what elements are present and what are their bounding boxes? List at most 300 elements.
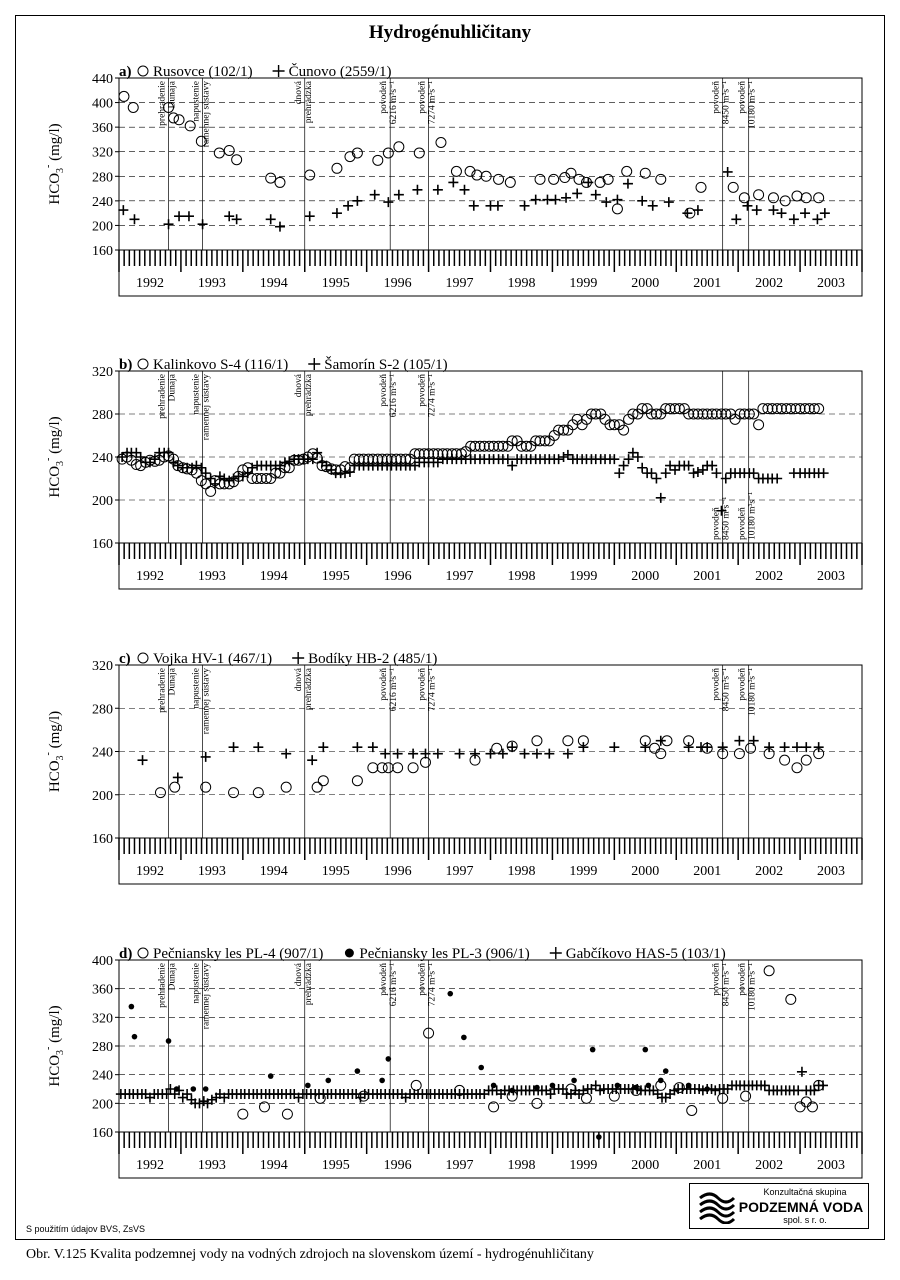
event-label: povodeň — [379, 374, 390, 407]
x-tick-label: 2001 — [693, 569, 722, 584]
data-point — [486, 749, 496, 759]
data-point — [253, 788, 263, 798]
data-point — [266, 173, 276, 183]
data-point — [563, 736, 573, 746]
y-axis-label: $HCO_3^-$ (mg/l) — [43, 123, 66, 205]
data-point — [469, 201, 479, 211]
y-tick-label: 200 — [92, 1097, 113, 1113]
data-point — [174, 211, 184, 221]
data-point — [711, 468, 721, 478]
chart-panel-3 — [43, 651, 862, 884]
data-point — [448, 177, 458, 187]
data-point — [164, 448, 174, 458]
x-tick-label: 1995 — [321, 569, 350, 584]
x-tick-label: 1998 — [507, 864, 536, 879]
event-label: Dunaja — [167, 81, 178, 109]
event-label: 10180 m³s⁻¹ — [747, 963, 758, 1011]
data-point — [368, 742, 378, 752]
event-label: 10180 m³s⁻¹ — [747, 81, 758, 129]
data-point — [275, 222, 285, 232]
data-point — [129, 1004, 135, 1010]
legend-marker — [308, 358, 320, 370]
event-label: 6216 m³s⁻¹ — [389, 963, 400, 1007]
data-point — [721, 474, 731, 484]
x-tick-label: 1998 — [507, 1158, 536, 1173]
event-label: napustenie — [191, 668, 202, 709]
data-point — [693, 467, 703, 477]
figure-title: Hydrogénuhličitany — [368, 22, 532, 43]
legend-label: Pečniansky les PL-3 (906/1) — [359, 946, 530, 962]
data-point — [447, 991, 453, 997]
data-point — [591, 190, 601, 200]
event-label: povodeň — [711, 668, 722, 701]
event-label: 8450 m³s⁻¹ — [721, 496, 732, 540]
event-label: 7274 m³s⁻¹ — [427, 81, 438, 125]
event-label: dnová — [293, 81, 304, 105]
data-point — [786, 994, 796, 1004]
data-point — [814, 404, 824, 414]
data-point — [532, 736, 542, 746]
event-label: napustenie — [191, 963, 202, 1004]
data-point — [814, 193, 824, 203]
x-tick-label: 1992 — [135, 276, 164, 291]
data-point — [797, 1067, 807, 1077]
x-tick-label: 1999 — [569, 864, 598, 879]
event-label: povodeň — [379, 81, 390, 114]
x-tick-label: 2000 — [631, 276, 660, 291]
data-point — [266, 214, 276, 224]
data-point — [352, 742, 362, 752]
event-label: povodeň — [737, 963, 748, 996]
x-tick-label: 1995 — [321, 864, 350, 879]
y-tick-label: 240 — [92, 194, 113, 210]
data-point — [752, 205, 762, 215]
legend-label: Gabčíkovo HAS-5 (103/1) — [565, 946, 726, 962]
event-label: povodeň — [711, 963, 722, 996]
x-tick-label: 1997 — [445, 864, 474, 879]
data-point — [792, 742, 802, 752]
data-point — [459, 185, 469, 195]
y-tick-label: 200 — [92, 788, 113, 804]
data-point — [780, 742, 790, 752]
data-point — [651, 474, 661, 484]
x-tick-label: 1997 — [445, 569, 474, 584]
data-point — [420, 757, 430, 767]
data-point — [664, 197, 674, 207]
x-tick-label: 1999 — [569, 276, 598, 291]
y-tick-label: 400 — [92, 954, 113, 969]
data-point — [224, 145, 234, 155]
data-point — [394, 190, 404, 200]
x-tick-label: 2001 — [693, 864, 722, 879]
data-credit: S použitím údajov BVS, ZsVS — [26, 1224, 146, 1234]
data-point — [768, 193, 778, 203]
data-point — [355, 1068, 361, 1074]
data-point — [609, 742, 619, 752]
data-point — [656, 493, 666, 503]
data-point — [507, 461, 517, 471]
event-label: povodeň — [417, 81, 428, 114]
data-point — [563, 749, 573, 759]
x-tick-label: 1995 — [321, 1158, 350, 1173]
event-label: prehrádzka — [303, 963, 314, 1006]
logo-line-3: spol. s r. o. — [783, 1215, 827, 1225]
data-point — [559, 452, 569, 462]
data-point — [210, 479, 220, 489]
data-point — [682, 208, 692, 218]
data-point — [386, 1056, 392, 1062]
x-tick-label: 1997 — [445, 276, 474, 291]
data-point — [520, 749, 530, 759]
legend-marker — [345, 949, 354, 958]
data-point — [219, 474, 229, 484]
company-logo — [689, 1183, 869, 1229]
data-point — [498, 749, 508, 759]
x-tick-label: 1994 — [259, 1158, 288, 1173]
y-tick-label: 280 — [92, 702, 113, 718]
data-point — [201, 752, 211, 762]
legend-label: Kalinkovo S-4 (116/1) — [153, 357, 289, 373]
data-point — [174, 115, 184, 125]
data-point — [812, 214, 822, 224]
event-label: prehradenie — [157, 668, 168, 713]
data-point — [118, 205, 128, 215]
y-axis-label: $HCO_3^-$ (mg/l) — [43, 710, 66, 793]
data-point — [819, 468, 829, 478]
data-point — [696, 182, 706, 192]
event-label: 10180 m³s⁻¹ — [747, 492, 758, 540]
data-point — [281, 782, 291, 792]
x-tick-label: 1993 — [197, 864, 226, 879]
data-point — [318, 742, 328, 752]
data-point — [206, 486, 216, 496]
x-tick-label: 2001 — [693, 276, 722, 291]
data-point — [754, 420, 764, 430]
data-point — [772, 474, 782, 484]
data-point — [801, 755, 811, 765]
data-point — [764, 966, 774, 976]
data-point — [184, 211, 194, 221]
data-point — [275, 177, 285, 187]
data-point — [492, 743, 502, 753]
data-point — [206, 474, 216, 484]
x-tick-label: 1996 — [383, 1158, 412, 1173]
event-label: prehrádzka — [303, 374, 314, 417]
event-label: povodeň — [417, 963, 428, 996]
y-tick-label: 320 — [92, 1011, 113, 1027]
panel-letter: a) — [119, 64, 132, 80]
data-point — [305, 170, 315, 180]
data-point — [684, 461, 694, 471]
data-point — [129, 214, 139, 224]
event-label: dnová — [293, 668, 304, 692]
data-point — [433, 185, 443, 195]
x-tick-label: 1995 — [321, 276, 350, 291]
data-point — [612, 195, 622, 205]
data-point — [196, 463, 206, 473]
data-point — [551, 195, 561, 205]
data-point — [380, 749, 390, 759]
series-3 — [116, 1067, 828, 1109]
data-point — [325, 1078, 331, 1084]
panel-letter: d) — [119, 946, 133, 962]
legend-label: Rusovce (102/1) — [153, 64, 253, 80]
data-point — [549, 174, 559, 184]
event-label: ramennej sústavy — [201, 668, 212, 735]
data-point — [637, 463, 647, 473]
event-label: napustenie — [191, 81, 202, 122]
data-point — [455, 749, 465, 759]
x-tick-label: 2003 — [817, 569, 846, 584]
data-point — [656, 749, 666, 759]
data-point — [801, 193, 811, 203]
event-label: 10180 m³s⁻¹ — [747, 668, 758, 716]
data-point — [352, 776, 362, 786]
event-label: prehrádzka — [303, 668, 314, 711]
y-tick-label: 280 — [92, 170, 113, 186]
data-point — [622, 166, 632, 176]
data-point — [332, 208, 342, 218]
data-point — [383, 148, 393, 158]
data-point — [394, 142, 404, 152]
data-point — [201, 468, 211, 478]
y-tick-label: 320 — [92, 145, 113, 161]
x-tick-label: 1993 — [197, 276, 226, 291]
x-tick-label: 2003 — [817, 1158, 846, 1173]
data-point — [305, 1083, 311, 1089]
data-point — [119, 91, 129, 101]
event-label: 8450 m³s⁻¹ — [721, 81, 732, 125]
event-label: prehradenie — [157, 963, 168, 1008]
x-tick-label: 1996 — [383, 569, 412, 584]
legend-marker — [550, 947, 562, 959]
data-point — [663, 1068, 669, 1074]
data-point — [436, 138, 446, 148]
legend-marker — [138, 359, 148, 369]
legend-marker — [138, 66, 148, 76]
event-label: ramennej sústavy — [201, 81, 212, 148]
data-point — [238, 1109, 248, 1119]
data-point — [332, 163, 342, 173]
data-point — [520, 201, 530, 211]
data-point — [754, 190, 764, 200]
data-point — [741, 1091, 751, 1101]
event-label: 7274 m³s⁻¹ — [427, 963, 438, 1007]
x-tick-label: 1998 — [507, 276, 536, 291]
x-tick-label: 1997 — [445, 1158, 474, 1173]
y-tick-label: 240 — [92, 745, 113, 761]
data-point — [411, 1080, 421, 1090]
x-tick-label: 2001 — [693, 1158, 722, 1173]
legend-label: Vojka HV-1 (467/1) — [153, 651, 273, 667]
x-tick-label: 1993 — [197, 1158, 226, 1173]
y-tick-label: 240 — [92, 451, 113, 466]
data-point — [281, 749, 291, 759]
data-point — [493, 201, 503, 211]
x-tick-label: 2002 — [755, 864, 784, 879]
legend-label: Čunovo (2559/1) — [288, 64, 392, 80]
data-point — [370, 190, 380, 200]
data-point — [544, 749, 554, 759]
data-point — [412, 185, 422, 195]
y-tick-label: 200 — [92, 219, 113, 235]
event-label: povodeň — [417, 374, 428, 407]
y-tick-label: 160 — [92, 244, 113, 259]
data-point — [138, 755, 148, 765]
data-point — [689, 468, 699, 478]
event-label: 7274 m³s⁻¹ — [427, 668, 438, 712]
data-point — [383, 197, 393, 207]
data-point — [166, 1038, 172, 1044]
event-label: Dunaja — [167, 963, 178, 991]
x-tick-label: 1994 — [259, 864, 288, 879]
logo-mark-icon — [696, 1188, 736, 1224]
legend-marker — [138, 653, 148, 663]
y-tick-label: 240 — [92, 1068, 113, 1084]
data-point — [229, 788, 239, 798]
event-label: 7274 m³s⁻¹ — [427, 374, 438, 418]
legend-label: Bodíky HB-2 (485/1) — [308, 651, 438, 667]
data-point — [820, 208, 830, 218]
legend-marker — [292, 652, 304, 664]
data-point — [168, 113, 178, 123]
series-2 — [118, 167, 830, 232]
data-point — [532, 749, 542, 759]
event-label: 6216 m³s⁻¹ — [389, 374, 400, 418]
data-point — [191, 1086, 197, 1092]
data-point — [590, 1047, 596, 1053]
series-2 — [138, 736, 824, 783]
legend-label: Šamorín S-2 (105/1) — [324, 357, 448, 373]
data-point — [229, 474, 239, 484]
data-point — [345, 467, 355, 477]
data-point — [343, 201, 353, 211]
data-point — [619, 461, 629, 471]
event-label: povodeň — [737, 81, 748, 114]
data-point — [646, 468, 656, 478]
data-point — [723, 167, 733, 177]
data-point — [229, 742, 239, 752]
x-tick-label: 1994 — [259, 569, 288, 584]
event-label: povodeň — [379, 668, 390, 701]
y-tick-label: 160 — [92, 1126, 113, 1141]
data-point — [305, 211, 315, 221]
data-point — [749, 736, 759, 746]
event-label: dnová — [293, 963, 304, 987]
y-tick-label: 160 — [92, 537, 113, 552]
y-tick-label: 280 — [92, 1040, 113, 1055]
data-point — [505, 177, 515, 187]
event-label: napustenie — [191, 374, 202, 415]
data-point — [373, 155, 383, 165]
data-point — [702, 742, 712, 752]
data-point — [312, 782, 322, 792]
data-point — [609, 1091, 619, 1101]
x-tick-label: 1996 — [383, 276, 412, 291]
figure-caption: Obr. V.125 Kvalita podzemnej vody na vodných zdrojoch na slovenskom území - hydrogénuhličitany — [26, 1247, 594, 1262]
data-point — [393, 763, 403, 773]
data-point — [503, 454, 513, 464]
event-label: dnová — [293, 374, 304, 398]
event-label: 8450 m³s⁻¹ — [721, 963, 732, 1007]
x-tick-label: 1999 — [569, 1158, 598, 1173]
event-label: povodeň — [417, 668, 428, 701]
data-point — [198, 219, 208, 229]
data-point — [531, 195, 541, 205]
data-point — [408, 749, 418, 759]
chart-panel-1 — [43, 63, 862, 296]
data-point — [478, 1065, 484, 1071]
event-label: prehradenie — [157, 374, 168, 419]
data-point — [734, 736, 744, 746]
event-label: Dunaja — [167, 374, 178, 402]
x-tick-label: 1993 — [197, 569, 226, 584]
x-tick-label: 1998 — [507, 569, 536, 584]
data-point — [414, 148, 424, 158]
event-label: povodeň — [711, 81, 722, 114]
x-tick-label: 2003 — [817, 276, 846, 291]
data-point — [648, 201, 658, 211]
x-tick-label: 1996 — [383, 864, 412, 879]
data-point — [687, 1106, 697, 1116]
x-tick-label: 1992 — [135, 569, 164, 584]
event-label: 8450 m³s⁻¹ — [721, 668, 732, 712]
y-tick-label: 320 — [92, 659, 113, 674]
data-point — [609, 454, 619, 464]
data-point — [561, 193, 571, 203]
event-label: prehradenie — [157, 81, 168, 126]
data-point — [583, 177, 593, 187]
data-point — [461, 1035, 467, 1041]
data-point — [612, 204, 622, 214]
x-tick-label: 2002 — [755, 276, 784, 291]
data-point — [800, 208, 810, 218]
data-point — [433, 749, 443, 759]
data-point — [494, 174, 504, 184]
y-tick-label: 440 — [92, 72, 113, 87]
x-tick-label: 1999 — [569, 569, 598, 584]
data-point — [731, 214, 741, 224]
data-point — [789, 214, 799, 224]
data-point — [642, 1047, 648, 1053]
data-point — [637, 196, 647, 206]
data-point — [571, 1078, 577, 1084]
data-point — [307, 755, 317, 765]
data-point — [201, 782, 211, 792]
event-label: prehrádzka — [303, 81, 314, 124]
data-point — [792, 191, 802, 201]
data-point — [507, 742, 517, 752]
x-tick-label: 1992 — [135, 864, 164, 879]
chart-panel-2 — [43, 356, 862, 589]
data-point — [155, 788, 165, 798]
data-point — [535, 174, 545, 184]
legend-marker — [273, 65, 285, 77]
data-point — [554, 454, 564, 464]
data-point — [420, 749, 430, 759]
y-tick-label: 160 — [92, 832, 113, 847]
data-point — [572, 188, 582, 198]
data-point — [247, 463, 257, 473]
x-tick-label: 2003 — [817, 864, 846, 879]
data-point — [623, 179, 633, 189]
legend-marker — [138, 948, 148, 958]
data-point — [379, 1078, 385, 1084]
data-point — [601, 197, 611, 207]
data-point — [377, 763, 387, 773]
data-point — [408, 763, 418, 773]
data-point — [658, 1078, 664, 1084]
